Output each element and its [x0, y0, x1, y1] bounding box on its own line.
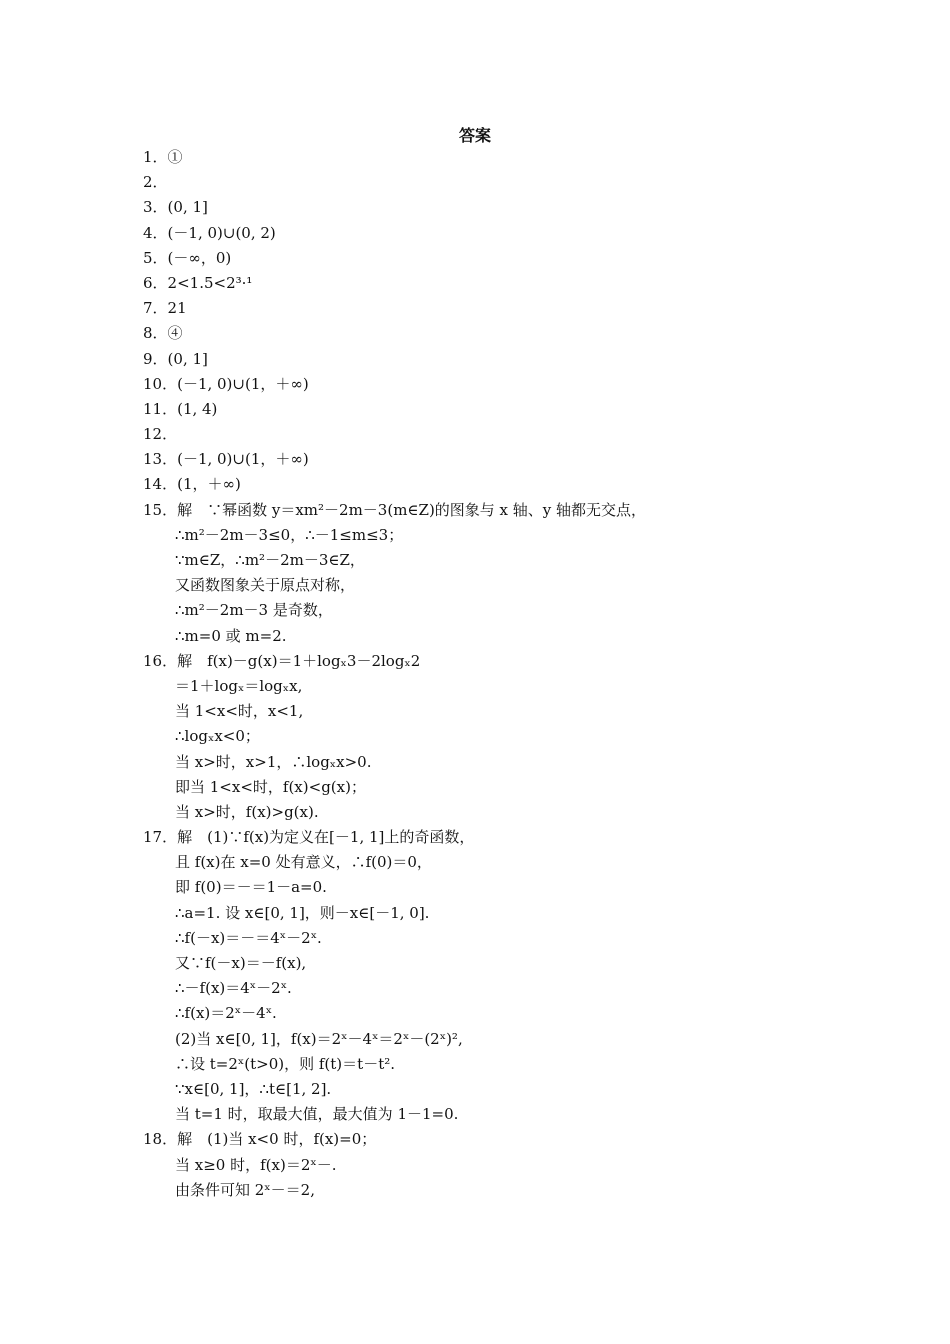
answer-line: ∴f(－x)＝－＝4ˣ－2ˣ. — [175, 928, 322, 947]
answer-line: 即当 1<x<时，f(x)<g(x)； — [175, 777, 366, 796]
answer-line: 13．(－1, 0)∪(1，＋∞) — [143, 450, 309, 469]
answer-line: 16．解 f(x)－g(x)＝1＋logₓ3－2logₓ2 — [143, 651, 421, 670]
answer-line: 4．(－1, 0)∪(0, 2) — [143, 223, 276, 242]
answer-line: 15．解 ∵幂函数 y＝xm²－2m－3(m∈Z)的图象与 x 轴、y 轴都无交点， — [143, 500, 647, 519]
answer-line: 即 f(0)＝－＝1－a=0. — [175, 878, 327, 897]
answer-line: 又函数图象关于原点对称， — [175, 576, 356, 595]
answer-line: 当 t=1 时，取最大值，最大值为 1－1=0. — [175, 1105, 459, 1124]
answer-line: ∴logₓx<0； — [175, 727, 260, 746]
answer-line: 11．(1, 4) — [143, 399, 218, 418]
answer-line: 8．④ — [143, 324, 183, 343]
answer-line: 且 f(x)在 x=0 处有意义，∴f(0)＝0， — [175, 853, 432, 872]
answer-line: 当 x>时，f(x)>g(x). — [175, 802, 319, 821]
answer-line: 当 x≥0 时，f(x)＝2ˣ－. — [175, 1155, 337, 1174]
page-title: 答案 — [458, 126, 491, 145]
answer-line: 由条件可知 2ˣ－＝2, — [175, 1180, 315, 1199]
answer-line: 12． — [143, 425, 178, 444]
answer-line: 10．(－1, 0)∪(1，＋∞) — [143, 374, 309, 393]
answer-line: (2)当 x∈[0, 1]，f(x)＝2ˣ－4ˣ＝2ˣ－(2ˣ)², — [175, 1029, 463, 1048]
answer-line: ∴－f(x)＝4ˣ－2ˣ. — [175, 979, 292, 998]
answer-line: 1．① — [143, 148, 183, 166]
answer-line: ＝1＋logₓ＝logₓx, — [175, 676, 303, 695]
answer-line: 5．(－∞，0) — [143, 248, 232, 267]
answer-line: 17．解 (1)∵f(x)为定义在[－1, 1]上的奇函数， — [143, 828, 475, 847]
answer-line: ∴设 t=2ˣ(t>0)，则 f(t)＝t－t². — [175, 1054, 395, 1073]
answer-line: ∴f(x)＝2ˣ－4ˣ. — [175, 1004, 277, 1023]
answer-line: 2． — [143, 173, 168, 192]
answer-line: 当 x>时，x>1，∴logₓx>0. — [175, 752, 372, 771]
answer-line: ∴m²－2m－3≤0，∴－1≤m≤3； — [175, 525, 404, 544]
answer-line: 7．21 — [143, 299, 187, 318]
answer-line: ∴m=0 或 m=2. — [175, 626, 287, 645]
answer-line: 9．(0, 1] — [143, 349, 208, 368]
answer-line: 3．(0, 1] — [143, 198, 208, 217]
answer-line: 14．(1，＋∞) — [143, 475, 241, 494]
answer-line: ∵x∈[0, 1]，∴t∈[1, 2]. — [175, 1079, 332, 1098]
answer-line: 18．解 (1)当 x<0 时，f(x)=0； — [143, 1130, 377, 1149]
answer-line: 6．2<1.5<2³·¹ — [143, 273, 253, 292]
answer-line: ∴m²－2m－3 是奇数， — [175, 601, 333, 620]
answer-line: 又∵f(－x)＝－f(x), — [175, 954, 307, 972]
answer-line: ∵m∈Z，∴m²－2m－3∈Z， — [175, 551, 365, 569]
answer-list — [143, 145, 903, 1203]
answer-line: 当 1<x<时，x<1, — [175, 702, 304, 721]
answer-line: ∴a=1. 设 x∈[0, 1]，则－x∈[－1, 0]. — [175, 903, 430, 922]
